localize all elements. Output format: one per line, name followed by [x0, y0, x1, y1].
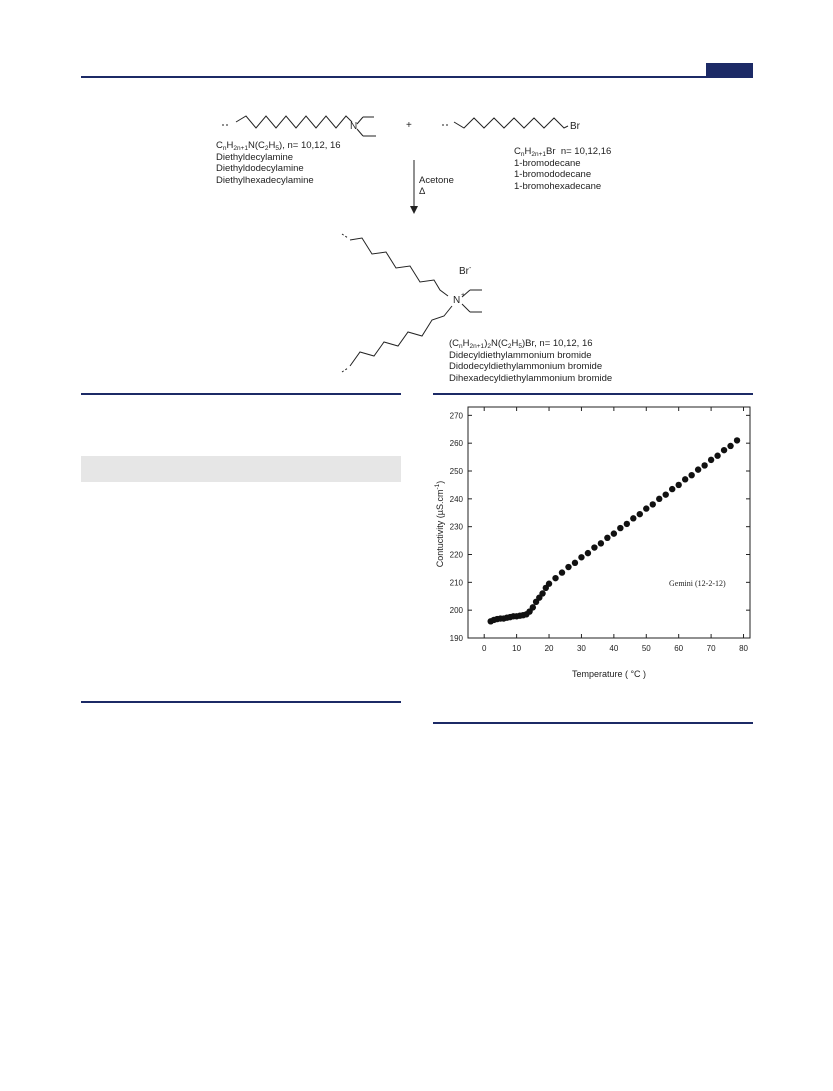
product-n-range: n= 10,12, 16	[539, 338, 593, 349]
x-tick-label: 20	[544, 644, 554, 653]
x-tick-label: 10	[512, 644, 522, 653]
data-point	[663, 491, 669, 497]
condition-solvent: Acetone	[419, 175, 454, 186]
product-formula: $(C_nH_{2n+1})_2N(C_2H_5)Br$, n= 10,12, 16	[449, 338, 593, 350]
data-point	[611, 530, 617, 536]
data-point	[578, 554, 584, 560]
data-point	[714, 453, 720, 459]
data-point	[695, 466, 701, 472]
product-nitrogen-charge: +	[461, 292, 466, 299]
data-point	[708, 457, 714, 463]
amine-name: Diethylhexadecylamine	[216, 174, 314, 186]
amine-name: Diethyldecylamine	[216, 151, 294, 163]
bromide-name: 1-bromodecane	[514, 157, 581, 169]
product-nitrogen-atom: N	[453, 295, 461, 306]
data-point	[630, 515, 636, 521]
data-point	[669, 486, 675, 492]
product-counterion: Br	[459, 266, 469, 277]
data-point	[617, 525, 623, 531]
data-point	[585, 550, 591, 556]
data-point	[565, 564, 571, 570]
x-tick-label: 30	[576, 644, 586, 653]
x-tick-label: 50	[641, 644, 651, 653]
data-point	[624, 521, 630, 527]
data-point	[688, 472, 694, 478]
amine-nitrogen-atom: N	[350, 121, 358, 132]
amine-n-range: n= 10,12, 16	[287, 140, 341, 151]
product-counterion-charge: -	[469, 265, 472, 272]
amine-name: Diethyldodecylamine	[216, 163, 304, 174]
data-point	[539, 590, 545, 596]
data-point	[552, 575, 558, 581]
y-tick-label: 270	[449, 411, 463, 421]
y-tick-label: 220	[449, 550, 463, 560]
data-point	[530, 604, 536, 610]
data-point	[591, 544, 597, 550]
y-tick-label: 260	[449, 439, 463, 449]
data-point	[682, 476, 688, 482]
y-tick-label: 250	[449, 467, 463, 477]
x-tick-label: 60	[674, 644, 684, 653]
amine-formula: $C_nH_{2n+1}N(C_2H_5)$, n= 10,12, 16	[216, 140, 341, 152]
data-point	[721, 447, 727, 453]
product-name: Didodecyldiethylammonium bromide	[449, 361, 603, 372]
x-tick-label: 0	[481, 644, 487, 653]
condition-heat: Δ	[419, 186, 426, 197]
data-point	[727, 443, 733, 449]
plot-frame	[468, 407, 750, 638]
y-axis-label: Contuctivity $(\mu S.cm^{-1})$	[434, 480, 445, 568]
y-tick-label: 210	[449, 578, 463, 588]
data-point	[546, 581, 552, 587]
data-point	[559, 569, 565, 575]
x-axis-label: Temperature ( °C )	[571, 669, 647, 679]
data-point	[701, 462, 707, 468]
y-tick-label: 240	[449, 494, 463, 504]
data-point	[637, 511, 643, 517]
data-point	[734, 437, 740, 443]
product-name: Dihexadecyldiethylammonium bromide	[449, 372, 613, 384]
y-tick-label: 200	[449, 606, 463, 616]
x-tick-label: 40	[609, 644, 619, 653]
bromide-formula: $C_nH_{2n+1}Br$ n= 10,12,16	[514, 146, 612, 158]
bromide-bromine-atom: Br	[570, 121, 580, 132]
series-annotation: Gemini (12-2-12)	[669, 579, 726, 588]
x-tick-label: 80	[739, 644, 748, 653]
bromide-n-range: n= 10,12,16	[560, 146, 612, 157]
bromide-name: 1-bromohexadecane	[514, 180, 602, 192]
plus-sign: +	[406, 120, 412, 131]
bromide-name: 1-bromododecane	[514, 169, 592, 180]
x-tick-label: 70	[706, 644, 716, 653]
data-point	[675, 482, 681, 488]
y-tick-label: 230	[449, 522, 463, 532]
data-point	[598, 540, 604, 546]
data-point	[604, 535, 610, 541]
data-point	[650, 501, 656, 507]
product-name: Didecyldiethylammonium bromide	[449, 349, 592, 361]
data-point	[643, 505, 649, 511]
data-point	[656, 496, 662, 502]
data-point	[572, 560, 578, 566]
y-tick-label: 190	[449, 634, 463, 643]
